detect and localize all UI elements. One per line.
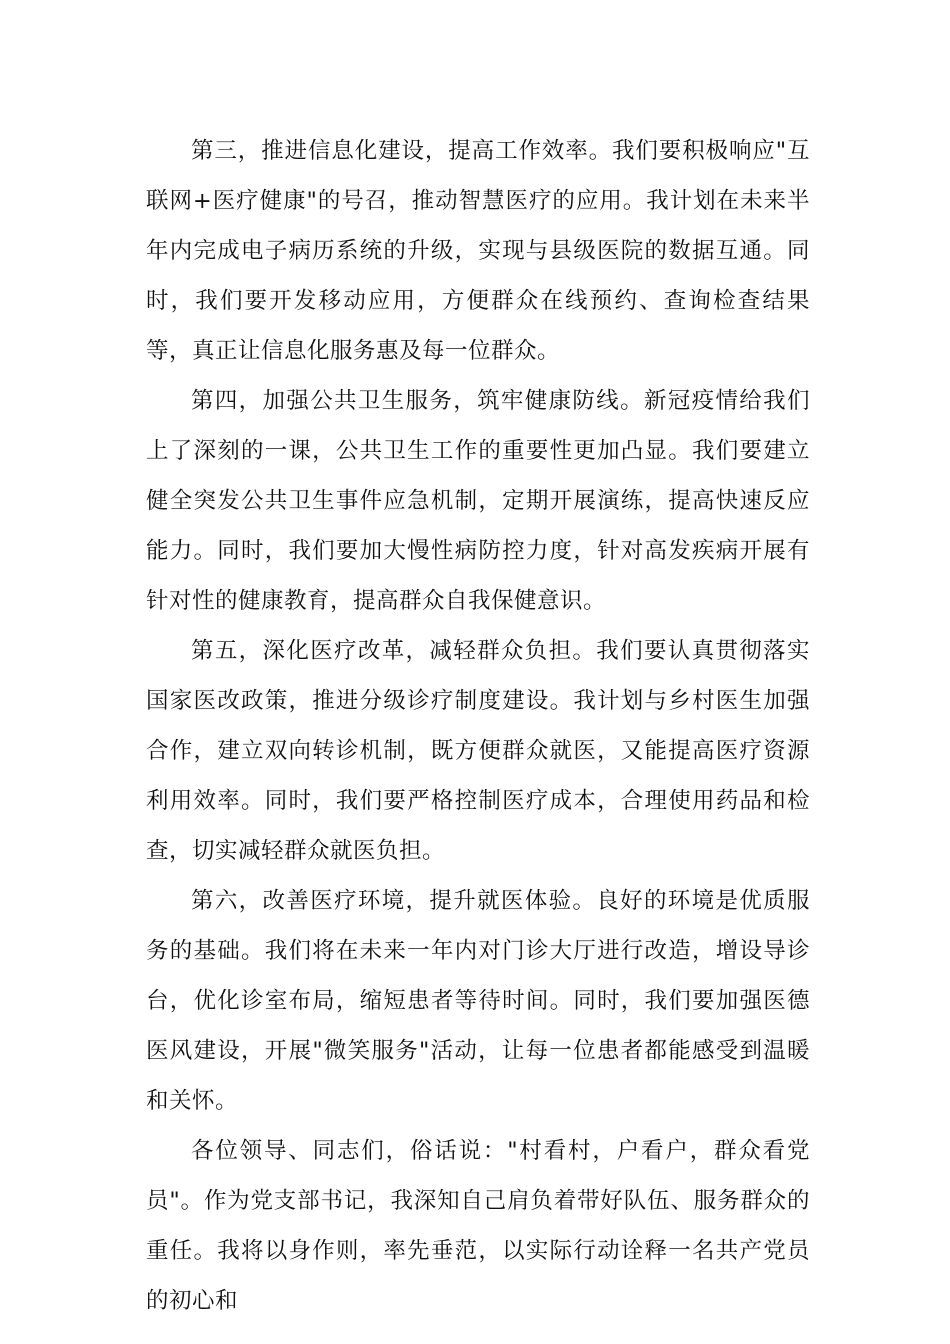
paragraph-sixth-point: 第六，改善医疗环境，提升就医体验。良好的环境是优质服务的基础。我们将在未来一年内对门诊大厅进行改造，增设导诊台，优化诊室布局，缩短患者等待时间。同时，我们要加强医德医风建设，开展"微笑服务"活动，让每一位患者都能感受到温暖和关怀。	[146, 888, 810, 1114]
document-body	[146, 126, 810, 1326]
paragraph-third-point: 第三，推进信息化建设，提高工作效率。我们要积极响应"互联网+医疗健康"的号召，推动智慧医疗的应用。我计划在未来半年内完成电子病历系统的升级，实现与县级医院的数据互通。同时，我们要开发移动应用，方便群众在线预约、查询检查结果等，真正让信息化服务惠及每一位群众。	[146, 138, 810, 364]
paragraph-closing: 各位领导、同志们，俗话说："村看村，户看户，群众看党员"。作为党支部书记，我深知自己肩负着带好队伍、服务群众的重任。我将以身作则，率先垂范，以实际行动诠释一名共产党员的初心和	[146, 1138, 810, 1314]
paragraph-fourth-point: 第四，加强公共卫生服务，筑牢健康防线。新冠疫情给我们上了深刻的一课，公共卫生工作的重要性更加凸显。我们要建立健全突发公共卫生事件应急机制，定期开展演练，提高快速反应能力。同时，我们要加大慢性病防控力度，针对高发疾病开展有针对性的健康教育，提高群众自我保健意识。	[146, 388, 810, 614]
paragraph-fifth-point: 第五，深化医疗改革，减轻群众负担。我们要认真贯彻落实国家医改政策，推进分级诊疗制度建设。我计划与乡村医生加强合作，建立双向转诊机制，既方便群众就医，又能提高医疗资源利用效率。同时，我们要严格控制医疗成本，合理使用药品和检查，切实减轻群众就医负担。	[146, 638, 810, 864]
